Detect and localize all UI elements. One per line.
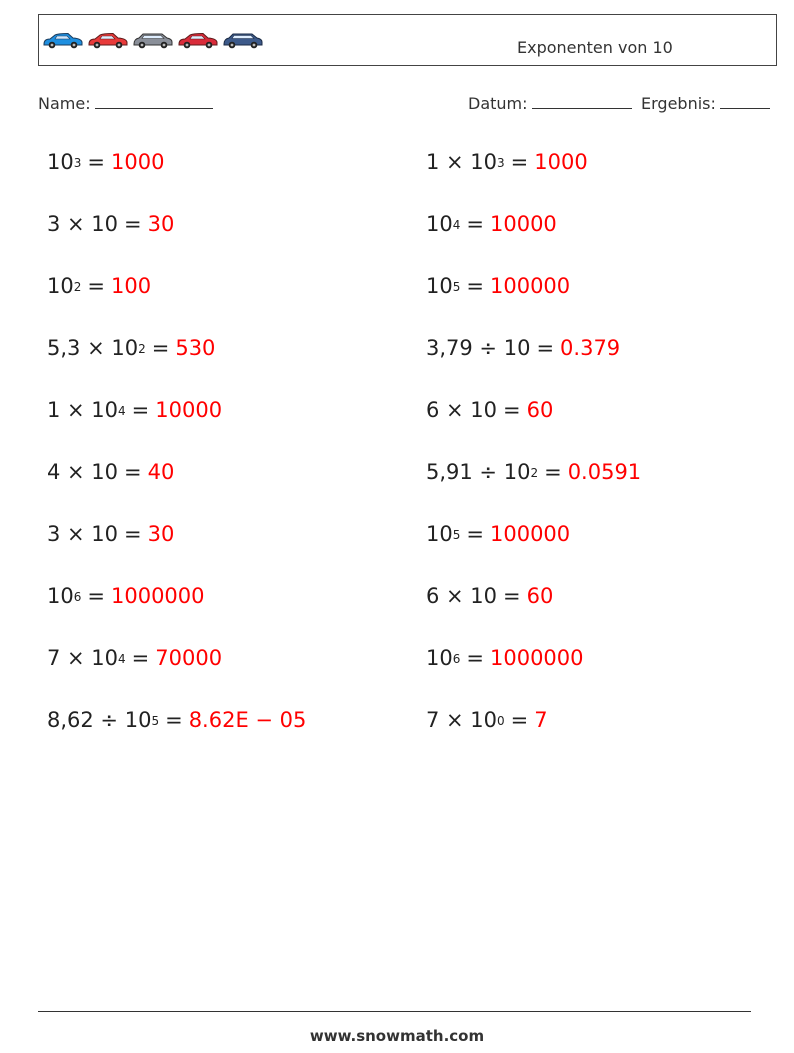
problem-exponent: 2 xyxy=(530,466,539,480)
equals-sign: = xyxy=(510,708,529,732)
problem-equation xyxy=(47,390,222,430)
problem-equation xyxy=(426,204,557,244)
equals-sign: = xyxy=(466,522,484,546)
problem-expression: 10 xyxy=(426,646,453,670)
result-blank[interactable] xyxy=(720,94,770,109)
problem-expression: 10 xyxy=(47,274,74,298)
problem-row xyxy=(47,514,306,576)
worksheet-title: Exponenten von 10 xyxy=(517,38,673,57)
problem-expression: 5,91 ÷ 10 xyxy=(426,460,531,484)
equals-sign: = xyxy=(131,646,150,670)
problem-answer: 100000 xyxy=(489,522,571,546)
equals-sign: = xyxy=(87,584,105,608)
problem-row xyxy=(47,328,306,390)
problem-expression: 1 × 10 xyxy=(47,398,119,422)
equals-sign: = xyxy=(466,212,484,236)
problem-row xyxy=(47,390,306,452)
problems-right-column xyxy=(426,142,641,762)
problem-equation xyxy=(426,638,584,678)
problem-row xyxy=(426,452,641,514)
equals-sign: = xyxy=(466,274,484,298)
date-label: Datum: xyxy=(468,94,528,113)
problem-equation xyxy=(47,638,222,678)
car-red-icon xyxy=(87,32,129,50)
problem-row xyxy=(47,700,306,762)
problem-exponent: 5 xyxy=(452,528,461,542)
problem-row xyxy=(47,638,306,700)
problem-expression: 6 × 10 xyxy=(426,584,498,608)
problem-answer: 1000 xyxy=(534,150,588,174)
problem-answer: 1000000 xyxy=(489,646,584,670)
problem-exponent: 5 xyxy=(452,280,461,294)
problem-equation xyxy=(47,700,306,740)
problem-equation xyxy=(426,142,588,182)
equals-sign: = xyxy=(503,584,521,608)
problem-answer: 530 xyxy=(175,336,216,360)
problem-exponent: 2 xyxy=(138,342,146,356)
problem-row xyxy=(47,266,306,328)
problem-equation xyxy=(426,700,548,740)
problem-answer: 0.0591 xyxy=(567,460,642,484)
problem-row xyxy=(47,142,306,204)
problem-equation xyxy=(47,204,174,244)
equals-sign: = xyxy=(87,274,105,298)
equals-sign: = xyxy=(124,522,142,546)
name-field[interactable] xyxy=(38,94,213,113)
worksheet-header xyxy=(38,14,777,66)
problem-equation xyxy=(47,576,205,616)
equals-sign: = xyxy=(124,212,142,236)
problem-exponent: 3 xyxy=(497,156,505,170)
problem-row xyxy=(426,204,641,266)
equals-sign: = xyxy=(165,708,183,732)
problem-expression: 1 × 10 xyxy=(426,150,498,174)
equals-sign: = xyxy=(151,336,170,360)
problem-exponent: 3 xyxy=(73,156,82,170)
result-label: Ergebnis: xyxy=(641,94,716,113)
problem-expression: 3 × 10 xyxy=(47,212,119,236)
car-gray-icon xyxy=(132,32,174,50)
problem-expression: 10 xyxy=(426,212,453,236)
problem-row xyxy=(426,638,641,700)
problem-answer: 1000 xyxy=(110,150,165,174)
problem-expression: 8,62 ÷ 10 xyxy=(47,708,152,732)
problem-expression: 6 × 10 xyxy=(426,398,498,422)
problem-expression: 10 xyxy=(47,150,74,174)
problem-expression: 3,79 ÷ 10 xyxy=(426,336,531,360)
problem-answer: 60 xyxy=(526,398,554,422)
problem-exponent: 5 xyxy=(151,714,160,728)
problem-answer: 10000 xyxy=(489,212,557,236)
problem-expression: 3 × 10 xyxy=(47,522,119,546)
equals-sign: = xyxy=(87,150,105,174)
problem-equation xyxy=(47,266,151,306)
problem-expression: 7 × 10 xyxy=(47,646,119,670)
car-icons-row xyxy=(42,32,264,50)
problem-equation xyxy=(426,576,553,616)
problem-equation xyxy=(47,142,164,182)
date-field[interactable] xyxy=(468,94,632,113)
problem-answer: 40 xyxy=(147,460,175,484)
problem-answer: 7 xyxy=(534,708,548,732)
problem-exponent: 4 xyxy=(118,652,126,666)
name-blank[interactable] xyxy=(95,94,213,109)
problem-row xyxy=(426,576,641,638)
problems-left-column xyxy=(47,142,306,762)
problem-exponent: 2 xyxy=(73,280,82,294)
car-red-icon xyxy=(177,32,219,50)
problem-exponent: 6 xyxy=(73,590,82,604)
problem-equation xyxy=(426,514,570,554)
problem-answer: 1000000 xyxy=(110,584,205,608)
problem-answer: 8.62E − 05 xyxy=(188,708,307,732)
problem-equation xyxy=(47,514,174,554)
equals-sign: = xyxy=(536,336,555,360)
problem-equation xyxy=(426,390,553,430)
equals-sign: = xyxy=(131,398,150,422)
problem-expression: 4 × 10 xyxy=(47,460,119,484)
problem-exponent: 4 xyxy=(118,404,126,418)
equals-sign: = xyxy=(124,460,142,484)
problem-answer: 30 xyxy=(147,212,175,236)
footer-url: www.snowmath.com xyxy=(309,1027,485,1045)
problem-row xyxy=(426,390,641,452)
problem-row xyxy=(426,700,641,762)
equals-sign: = xyxy=(466,646,484,670)
problem-answer: 60 xyxy=(526,584,554,608)
problem-row xyxy=(47,576,306,638)
car-blue-icon xyxy=(42,32,84,50)
problem-row xyxy=(47,452,306,514)
problem-row xyxy=(426,142,641,204)
problem-answer: 0.379 xyxy=(560,336,621,360)
problem-equation xyxy=(426,266,570,306)
problem-answer: 100 xyxy=(110,274,152,298)
footer-divider xyxy=(38,1011,751,1012)
equals-sign: = xyxy=(510,150,529,174)
problem-row xyxy=(426,266,641,328)
problem-answer: 10000 xyxy=(155,398,223,422)
problem-answer: 100000 xyxy=(489,274,571,298)
problem-answer: 70000 xyxy=(155,646,223,670)
problem-equation xyxy=(47,452,174,492)
problem-equation xyxy=(426,328,620,368)
result-field[interactable] xyxy=(641,94,770,113)
car-navy-icon xyxy=(222,32,264,50)
problem-exponent: 6 xyxy=(452,652,461,666)
problem-expression: 7 × 10 xyxy=(426,708,498,732)
problem-equation xyxy=(47,328,215,368)
problem-expression: 10 xyxy=(426,274,453,298)
date-blank[interactable] xyxy=(532,94,632,109)
problem-answer: 30 xyxy=(147,522,175,546)
problem-equation xyxy=(426,452,641,492)
equals-sign: = xyxy=(503,398,521,422)
equals-sign: = xyxy=(544,460,562,484)
problem-row xyxy=(426,328,641,390)
problem-expression: 5,3 × 10 xyxy=(47,336,139,360)
problem-row xyxy=(47,204,306,266)
problem-row xyxy=(426,514,641,576)
problem-expression: 10 xyxy=(47,584,74,608)
problem-expression: 10 xyxy=(426,522,453,546)
problem-exponent: 0 xyxy=(497,714,505,728)
name-label: Name: xyxy=(38,94,91,113)
problem-exponent: 4 xyxy=(452,218,461,232)
